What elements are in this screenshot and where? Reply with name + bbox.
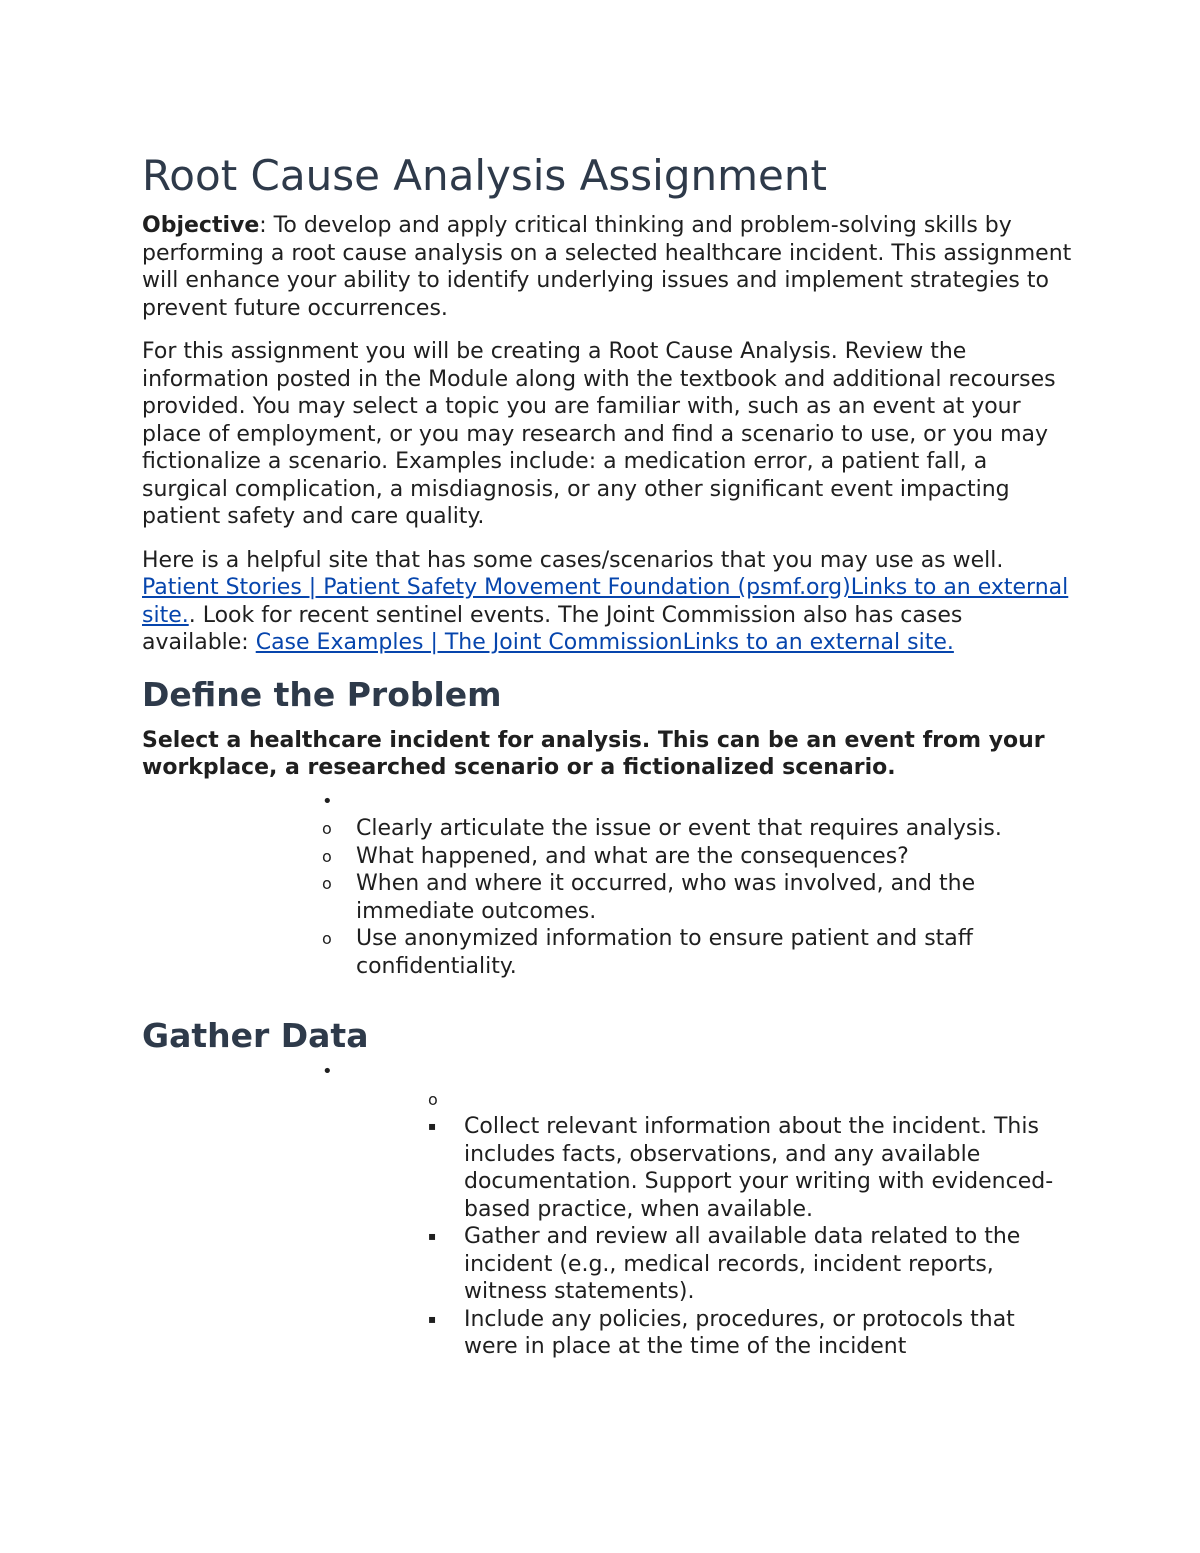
resources-paragraph xyxy=(142,547,1072,657)
bullet-marker: • xyxy=(322,790,333,812)
square-bullet-marker: ▪ xyxy=(428,1119,437,1133)
define-sub-list xyxy=(142,815,1072,980)
bullet-marker: • xyxy=(322,1061,333,1082)
gather-item-text: Collect relevant information about the incident. This includes facts, observations, and any available documentation. Support your writing with evidenced-based practice, when available. xyxy=(464,1114,1054,1222)
define-problem-intro: Select a healthcare incident for analysis. This can be an event from your workplace, a researched scenario or a fictionalized scenario. xyxy=(142,727,1045,780)
define-item-text: What happened, and what are the consequences? xyxy=(356,843,909,869)
list-item xyxy=(322,815,1072,843)
define-item-text: When and where it occurred, who was involved, and the immediate outcomes. xyxy=(356,871,976,924)
list-item xyxy=(322,843,1072,871)
resources-intro-text: Here is a helpful site that has some cases/scenarios that you may use as well. xyxy=(142,547,1004,573)
instructions-paragraph: For this assignment you will be creating a Root Cause Analysis. Review the information posted in the Module along with the textbook and additional recourses provided. You may select a topic you are familiar with, such as an event at your place of employment, or you may research and find a scenario to use, or you may fictionalize a scenario. Examples include: a medication error, a patient fall, a surgical complication, a misdiagnosis, or any other significant event impacting patient safety and care quality. xyxy=(142,339,1056,529)
gather-bullet-list xyxy=(142,1058,1072,1086)
sub-bullet-marker: o xyxy=(322,929,332,948)
list-item xyxy=(428,1113,1072,1223)
list-item xyxy=(428,1306,1072,1361)
gather-data-heading: Gather Data xyxy=(142,1016,369,1055)
gather-item-text: Include any policies, procedures, or protocols that were in place at the time of the incident xyxy=(464,1306,1015,1359)
resources-mid-text: . Look for recent sentinel events. The Joint Commission also has cases available: xyxy=(142,602,963,655)
gather-item-text: Gather and review all available data related to the incident (e.g., medical records, incident reports, witness statements). xyxy=(464,1224,1021,1304)
case-examples-link[interactable]: Case Examples | The Joint CommissionLinks to an external site. xyxy=(255,630,954,655)
square-bullet-marker: ▪ xyxy=(428,1311,437,1326)
objective-paragraph xyxy=(142,212,1072,322)
patient-stories-link[interactable]: Patient Stories | Patient Safety Movement Foundation (psmf.org)Links to an external site. xyxy=(142,575,1069,628)
list-item xyxy=(428,1086,1072,1114)
list-item xyxy=(322,1058,1072,1086)
objective-label: Objective xyxy=(142,213,260,238)
gather-item-list xyxy=(142,1113,1072,1361)
sub-bullet-marker: o xyxy=(428,1089,438,1109)
square-bullet-marker: ▪ xyxy=(428,1229,437,1243)
gather-sub-list xyxy=(142,1086,1072,1114)
define-item-text: Clearly articulate the issue or event that requires analysis. xyxy=(356,816,1002,841)
define-item-text: Use anonymized information to ensure patient and staff confidentiality. xyxy=(356,926,973,979)
define-problem-heading: Define the Problem xyxy=(142,674,502,714)
document-body xyxy=(142,150,1072,1361)
list-item xyxy=(428,1223,1072,1306)
list-item xyxy=(322,788,1072,816)
list-item xyxy=(322,870,1072,925)
objective-text: : To develop and apply critical thinking and problem-solving skills by performing a root cause analysis on a selected healthcare incident. This assignment will enhance your ability to identify underlying issues and implement strategies to prevent future occurrences. xyxy=(142,213,1072,321)
sub-bullet-marker: o xyxy=(322,846,332,866)
sub-bullet-marker: o xyxy=(322,819,332,838)
list-item xyxy=(322,925,1072,980)
define-bullet-list xyxy=(142,788,1072,816)
document-title: Root Cause Analysis Assignment xyxy=(142,151,827,200)
sub-bullet-marker: o xyxy=(322,874,332,893)
